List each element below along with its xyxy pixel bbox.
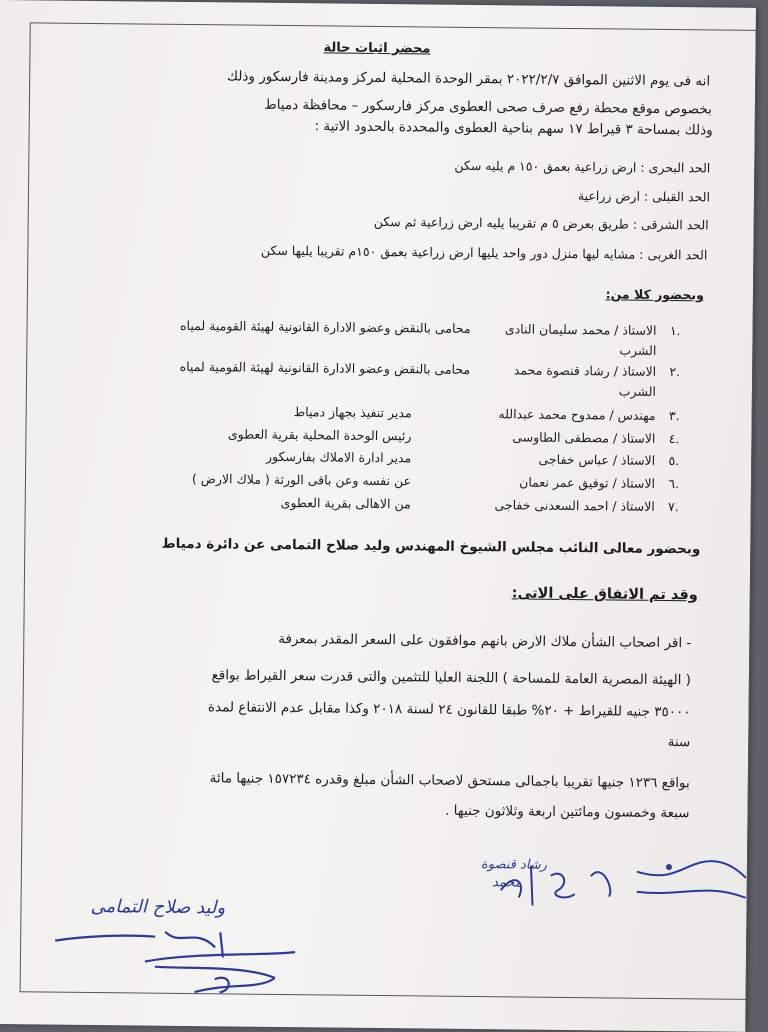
attendee-role-continued: الشرب [619,342,657,358]
border-line: الحد الغربى : مشايه ليها منزل دور واحد يليها ارض زراعية بعمق ١٥٠م تقريبا يليها سكن [260,242,708,263]
document-title: محضر اثبات حالة [323,40,431,57]
attendee-name: الاستاذ / احمد السعدنى خفاجى [494,497,655,514]
attendee-number: .٦ [668,476,680,492]
agreement-line: ٣٥٠٠٠ جنيه للقيراط + ٢٠% طبقا للقانون ٢٤ لسنة ٢٠١٨ وكذا مقابل عدم الانتفاع لمدة [207,699,691,721]
attendee-number: .٣ [668,408,680,424]
attendee-number: .٧ [667,499,679,515]
signature-right [490,835,751,928]
attendee-number: .١ [669,323,681,339]
signature-left [45,906,306,999]
attendee-role: مدير ادارة الاملاك بفارسكور [265,448,412,466]
attendee-name: الاستاذ / رشاد قنصوة محمد [513,362,657,379]
attendee-name: مهندس / ممدوح محمد عبدالله [498,406,656,423]
attendee-name: الاستاذ / مصطفى الطاوسى [512,429,656,446]
presence-line: وبحضور معالى النائب مجلس الشيوخ المهندس وليد صلاح التمامى عن دائرة دمياط [161,535,701,558]
attendee-role: محامى بالنقض وعضو الادارة القانونية لهيئة القومية لمياه [179,317,471,336]
intro-line: بخصوص موقع محطة رفع صرف صحى العطوى مركز فارسكور – محافظة دمياط [264,96,712,118]
border-line: الحد القبلى : ارض زراعية [577,188,711,205]
intro-line: انه فى يوم الاثنين الموافق ٢٠٢٢/٢/٧ بمقر الوحدة المحلية لمركز ومدينة فارسكور وذلك [226,68,711,90]
attendee-role: من الاهالى بقرية العطوى [280,494,411,512]
agreement-line: سبعة وخمسون ومائتين اربعة وثلاثون جنيها . [445,802,690,822]
attendee-name: الاستاذ / توفيق عمر نعمان [519,474,656,491]
agreement-heading: وقد تم الاتفاق على الاتى: [511,585,698,604]
agreement-line: سنة [667,734,691,751]
attendee-number: .٤ [668,431,680,447]
border-line: الحد الشرقى : طريق بعرض ٥ م تقريبا يليه ارض زراعية ثم سكن [373,213,709,233]
signature-right-label: محمد [492,875,522,891]
signature-left-name: وليد صلاح التمامى [90,895,226,919]
attendee-role: رئيس الوحدة المحلية بقرية العطوى [227,426,412,444]
attendee-name: الاستاذ / عباس خفاجى [538,451,656,468]
attendee-name: الاستاذ / محمد سليمان النادى [504,321,657,338]
agreement-line: - اقر اصحاب الشأن ملاك الارض بانهم موافقون على السعر المقدر بمعرفة [278,630,692,652]
attendee-role: مدير تنفيذ بجهاز دمياط [293,404,412,421]
border-line: الحد البحرى : ارض زراعية بعمق ١٥٠ م يليه سكن [454,157,711,176]
intro-line: وذلك بمساحة ٣ قيراط ١٧ سهم بناحية العطوى والمحددة بالحدود الاتية : [314,118,713,139]
attendee-number: .٢ [669,364,681,380]
agreement-line: ( الهيئة المصرية العامة للمساحة ) اللجنة العليا للتثمين والتى قدرت سعر القيراط بواقع [211,667,691,689]
signature-right-name: رشاد قنصوة [480,857,548,873]
attendees-heading: وبحضور كلا من: [605,286,705,303]
attendee-role-continued: الشرب [618,383,657,399]
attendee-number: .٥ [668,453,680,469]
attendee-role: محامى بالنقض وعضو الادارة القانونية لهيئة القومية لمياه [179,358,471,377]
agreement-line: بواقع ١٢٣٦ جنيها تقريبا باجمالى مستحق لاصحاب الشأن مبلغ وقدره ١٥٧٢٣٤ جنيها مائة [209,770,690,792]
attendee-role: عن نفسه وعن باقى الورثة ( ملاك الارض ) [191,471,412,489]
